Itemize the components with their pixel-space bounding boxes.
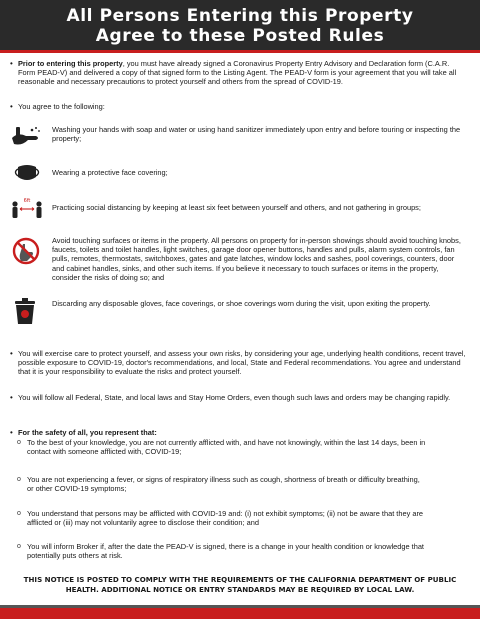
agree-item-text: Washing your hands with soap and water or using hand sanitizer immediately upon entry and before touring or inspecting the property; bbox=[52, 125, 461, 144]
disposal-bin-icon bbox=[13, 296, 37, 326]
bullet-dot: • bbox=[10, 102, 13, 111]
safety-item-text: You understand that persons may be afflicted with COVID-19 and: (i) not exhibit symptoms; (ii) not be aware that they are afflicted or (iii) may not voluntarily agree to disclose their condition; and bbox=[27, 509, 424, 528]
bullet-paragraph: You will exercise care to protect yourself, and assess your own risks, by considering your age, underlying health conditions, recent travel, possible exposure to COVID-19, doctor's recommendations, and local, State and Federal recommendations. You agree and understand that it is your responsibility to evaluate the risks and protect yourself. bbox=[18, 349, 466, 377]
distance-label: 6ft bbox=[23, 198, 31, 204]
bullet-dot: • bbox=[10, 349, 13, 358]
agree-heading: You agree to the following: bbox=[18, 102, 105, 111]
sub-bullet: o bbox=[17, 510, 21, 517]
agree-item-text: Wearing a protective face covering; bbox=[52, 168, 168, 177]
bullet-dot: • bbox=[10, 428, 13, 437]
safety-item-text: You are not experiencing a fever, or signs of respiratory illness such as cough, shortness of breath or difficulty breathing, or other COVID-19 symptoms; bbox=[27, 475, 420, 494]
compliance-notice: THIS NOTICE IS POSTED TO COMPLY WITH THE REQUIREMENTS OF THE CALIFORNIA DEPARTMENT OF PUBLIC HEALTH. ADDITIONAL NOTICE OR ENTRY STANDARDS MAY BE REQUIRED BY LOCAL LAW. bbox=[23, 575, 457, 594]
bullet-dot: • bbox=[10, 393, 13, 402]
page-header bbox=[0, 0, 480, 50]
intro-paragraph bbox=[18, 59, 466, 87]
sub-bullet: o bbox=[17, 476, 21, 483]
hand-washing-icon bbox=[10, 124, 44, 150]
bottom-bar bbox=[0, 605, 480, 619]
intro-text: , you must have already signed a Coronavirus Property Entry Advisory and Declaration form (C.A.R. Form PEAD-V) and delivered a copy of that signed form to the Listing Agent. The PEAD-V form is your agreement that you will take all reasonable and necessary precautions to protect yourself and others from the spread of COVID-19. bbox=[18, 59, 457, 87]
face-mask-icon bbox=[12, 164, 42, 182]
sub-bullet: o bbox=[17, 543, 21, 550]
safety-item-text: To the best of your knowledge, you are not currently afflicted with, and have not knowingly, within the last 14 days, been in contact with someone afflicted with, COVID-19; bbox=[27, 438, 426, 457]
header-title-line1: All Persons Entering this Property bbox=[66, 6, 414, 26]
sub-bullet: o bbox=[17, 439, 21, 446]
social-distancing-icon bbox=[9, 195, 45, 221]
agree-item-text: Practicing social distancing by keeping at least six feet between yourself and others, and not gathering in groups; bbox=[52, 203, 421, 212]
bullet-dot: • bbox=[10, 59, 13, 68]
safety-item-text: You will inform Broker if, after the date the PEAD-V is signed, there is a change in your health condition or knowledge that potentially puts others at risk. bbox=[27, 542, 424, 561]
agree-item-text: Discarding any disposable gloves, face coverings, or shoe coverings worn during the visit, upon exiting the property. bbox=[52, 299, 431, 308]
bullet-paragraph: You will follow all Federal, State, and local laws and Stay Home Orders, even though such laws and orders may be changing rapidly. bbox=[18, 393, 451, 402]
header-title-line2: Agree to these Posted Rules bbox=[95, 26, 385, 46]
no-touch-icon bbox=[11, 236, 41, 266]
safety-heading: For the safety of all, you represent that: bbox=[18, 428, 157, 437]
agree-item-text: Avoid touching surfaces or items in the property. All persons on property for in-person showings should avoid touching knobs, faucets, toilets and toilet handles, light switches, garage door opener buttons, handles and pulls, alarm system controls, fan pulls, remotes, thermostats, switchboxes, gates and gate latches, window locks and sashes, pool coverings, counters, door and cabinet handles, sinks, and other such items. If you believe it necessary to touch surfaces or items in the property, consider the risks of doing so; and bbox=[52, 236, 461, 282]
header-divider bbox=[0, 50, 480, 53]
intro-bold-lead: Prior to entering this property bbox=[18, 59, 123, 68]
